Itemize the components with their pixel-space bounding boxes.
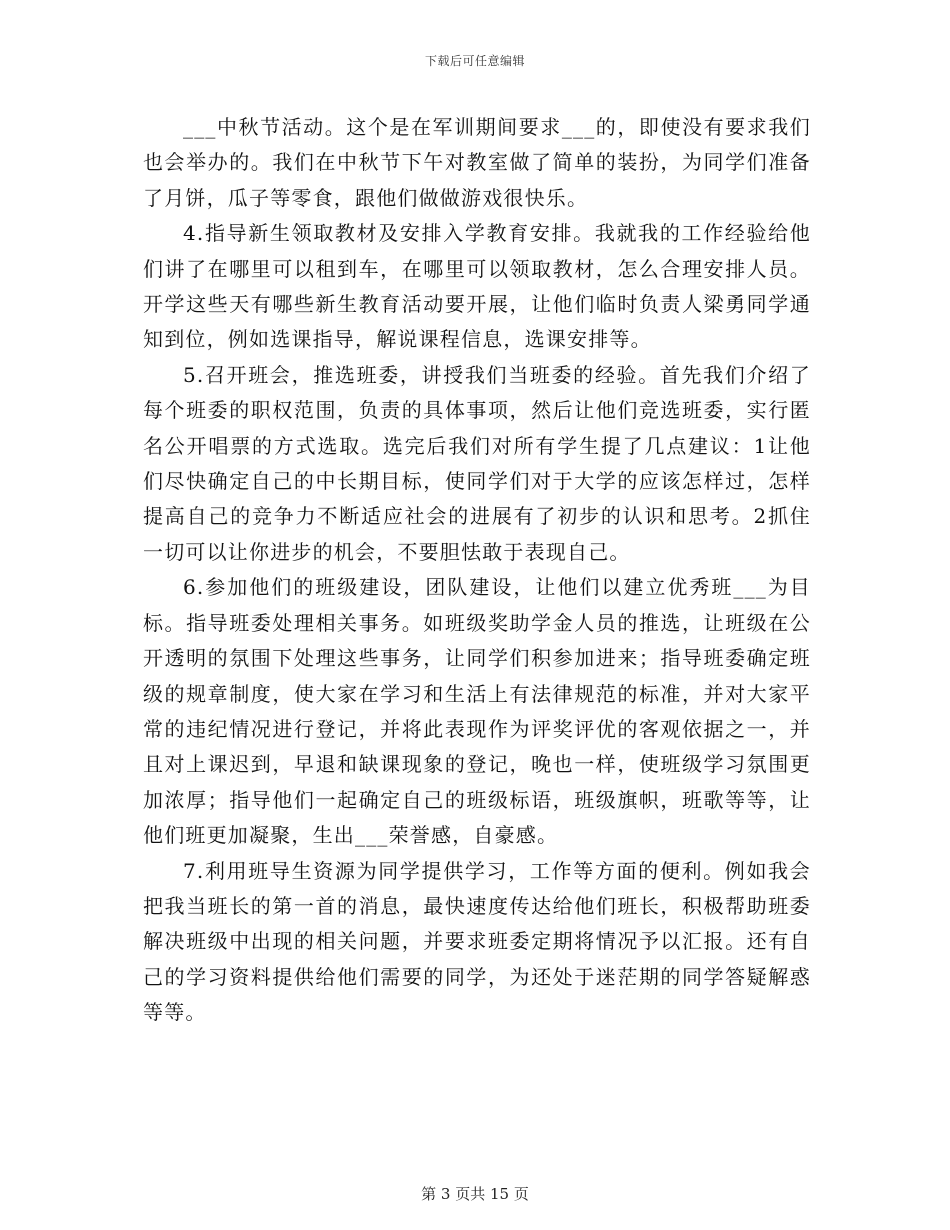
paragraph-item-7: 7.利用班导生资源为同学提供学习，工作等方面的便利。例如我会把我当班长的第一首的消息，最快速度传达给他们班长，积极帮助班委解决班级中出现的相关问题，并要求班委定期将情况予以汇报。还有自己的学习资料提供给他们需要的同学，为还处于迷茫期的同学答疑解惑等等。 bbox=[143, 858, 811, 1025]
paragraph-item-6: 6.参加他们的班级建设，团队建设，让他们以建立优秀班___为目标。指导班委处理相关事务。如班级奖助学金人员的推选，让班级在公开透明的氛围下处理这些事务，让同学们积参加进来；指导班委确定班级的规章制度，使大家在学习和生活上有法律规范的标准，并对大家平常的违纪情况进行登记，并将此表现作为评奖评优的客观依据之一，并且对上课迟到，早退和缺课现象的登记，晚也一样，使班级学习氛围更加浓厚；指导他们一起确定自己的班级标语，班级旗帜，班歌等等，让他们班更加凝聚，生出___荣誉感，自豪感。 bbox=[143, 575, 811, 848]
page-number: 第 3 页共 15 页 bbox=[421, 1185, 529, 1203]
paragraph-item-4: 4.指导新生领取教材及安排入学教育安排。我就我的工作经验给他们讲了在哪里可以租到车，在哪里可以领取教材，怎么合理安排人员。开学这些天有哪些新生教育活动要开展，让他们临时负责人梁勇同学通知到位，例如选课指导，解说课程信息，选课安排等。 bbox=[143, 221, 811, 352]
page-header: 下载后可任意编辑 bbox=[424, 54, 525, 68]
paragraph-mid-autumn: ___中秋节活动。这个是在军训期间要求___的，即使没有要求我们也会举办的。我们在中秋节下午对教室做了简单的装扮，为同学们准备了月饼，瓜子等零食，跟他们做做游戏很快乐。 bbox=[143, 115, 811, 210]
paragraph-item-5: 5.召开班会，推选班委，讲授我们当班委的经验。首先我们介绍了每个班委的职权范围，负责的具体事项，然后让他们竞选班委，实行匿名公开唱票的方式选取。选完后我们对所有学生提了几点建议：1让他们尽快确定自己的中长期目标，使同学们对于大学的应该怎样过，怎样提高自己的竞争力不断适应社会的进展有了初步的认识和思考。2抓住一切可以让你进步的机会，不要胆怯敢于表现自己。 bbox=[143, 362, 811, 564]
document-body bbox=[143, 110, 811, 1031]
